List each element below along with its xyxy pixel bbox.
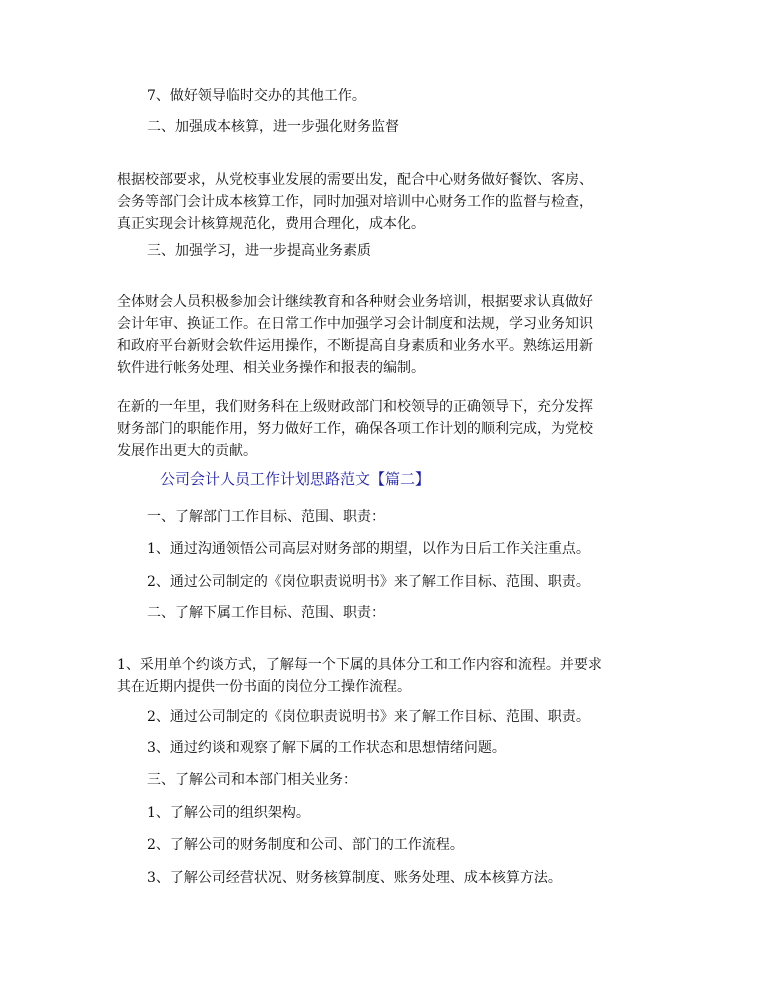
list-item: 7、做好领导临时交办的其他工作。 [147,88,366,104]
list-item: 2、了解公司的财务制度和公司、部门的工作流程。 [147,837,464,853]
paragraph-line: 全体财会人员积极参加会计继续教育和各种财会业务培训，根据要求认真做好 [117,294,593,310]
paragraph-line: 发展作出更大的贡献。 [117,443,257,459]
paragraph-line: 会务等部门会计成本核算工作，同时加强对培训中心财务工作的监督与检查， [117,194,593,210]
subheading: 一、了解部门工作目标、范围、职责： [147,509,385,525]
list-item: 3、了解公司经营状况、财务核算制度、账务处理、成本核算方法。 [147,870,562,886]
subheading: 三、了解公司和本部门相关业务： [147,772,357,788]
subheading: 二、了解下属工作目标、范围、职责： [147,605,385,621]
section-title: 公司会计人员工作计划思路范文【篇二】 [160,470,431,488]
paragraph-line: 其在近期内提供一份书面的岗位分工操作流程。 [117,679,411,695]
paragraph-line: 1、采用单个约谈方式，了解每一个下属的具体分工和工作内容和流程。并要求 [117,657,602,673]
list-item: 1、了解公司的组织架构。 [147,805,310,821]
paragraph [117,291,657,379]
paragraph-line: 软件进行帐务处理、相关业务操作和报表的编制。 [117,360,425,376]
paragraph [117,654,657,698]
subheading: 二、加强成本核算，进一步强化财务监督 [147,119,399,135]
paragraph-line: 会计年审、换证工作。在日常工作中加强学习会计制度和法规，学习业务知识 [117,316,593,332]
list-item: 2、通过公司制定的《岗位职责说明书》来了解工作目标、范围、职责。 [147,709,590,725]
paragraph [117,169,657,235]
list-item: 3、通过约谈和观察了解下属的工作状态和思想情绪问题。 [147,740,506,756]
paragraph-line: 财务部门的职能作用，努力做好工作，确保各项工作计划的顺利完成，为党校 [117,421,593,437]
paragraph-line: 根据校部要求，从党校事业发展的需要出发，配合中心财务做好餐饮、客房、 [117,172,593,188]
paragraph-line: 真正实现会计核算规范化，费用合理化，成本化。 [117,216,425,232]
subheading: 三、加强学习，进一步提高业务素质 [147,243,371,259]
list-item: 1、通过沟通领悟公司高层对财务部的期望，以作为日后工作关注重点。 [147,541,590,557]
list-item: 2、通过公司制定的《岗位职责说明书》来了解工作目标、范围、职责。 [147,574,590,590]
paragraph [117,396,657,462]
paragraph-line: 在新的一年里，我们财务科在上级财政部门和校领导的正确领导下，充分发挥 [117,399,593,415]
paragraph-line: 和政府平台新财会软件运用操作，不断提高自身素质和业务水平。熟练运用新 [117,338,593,354]
